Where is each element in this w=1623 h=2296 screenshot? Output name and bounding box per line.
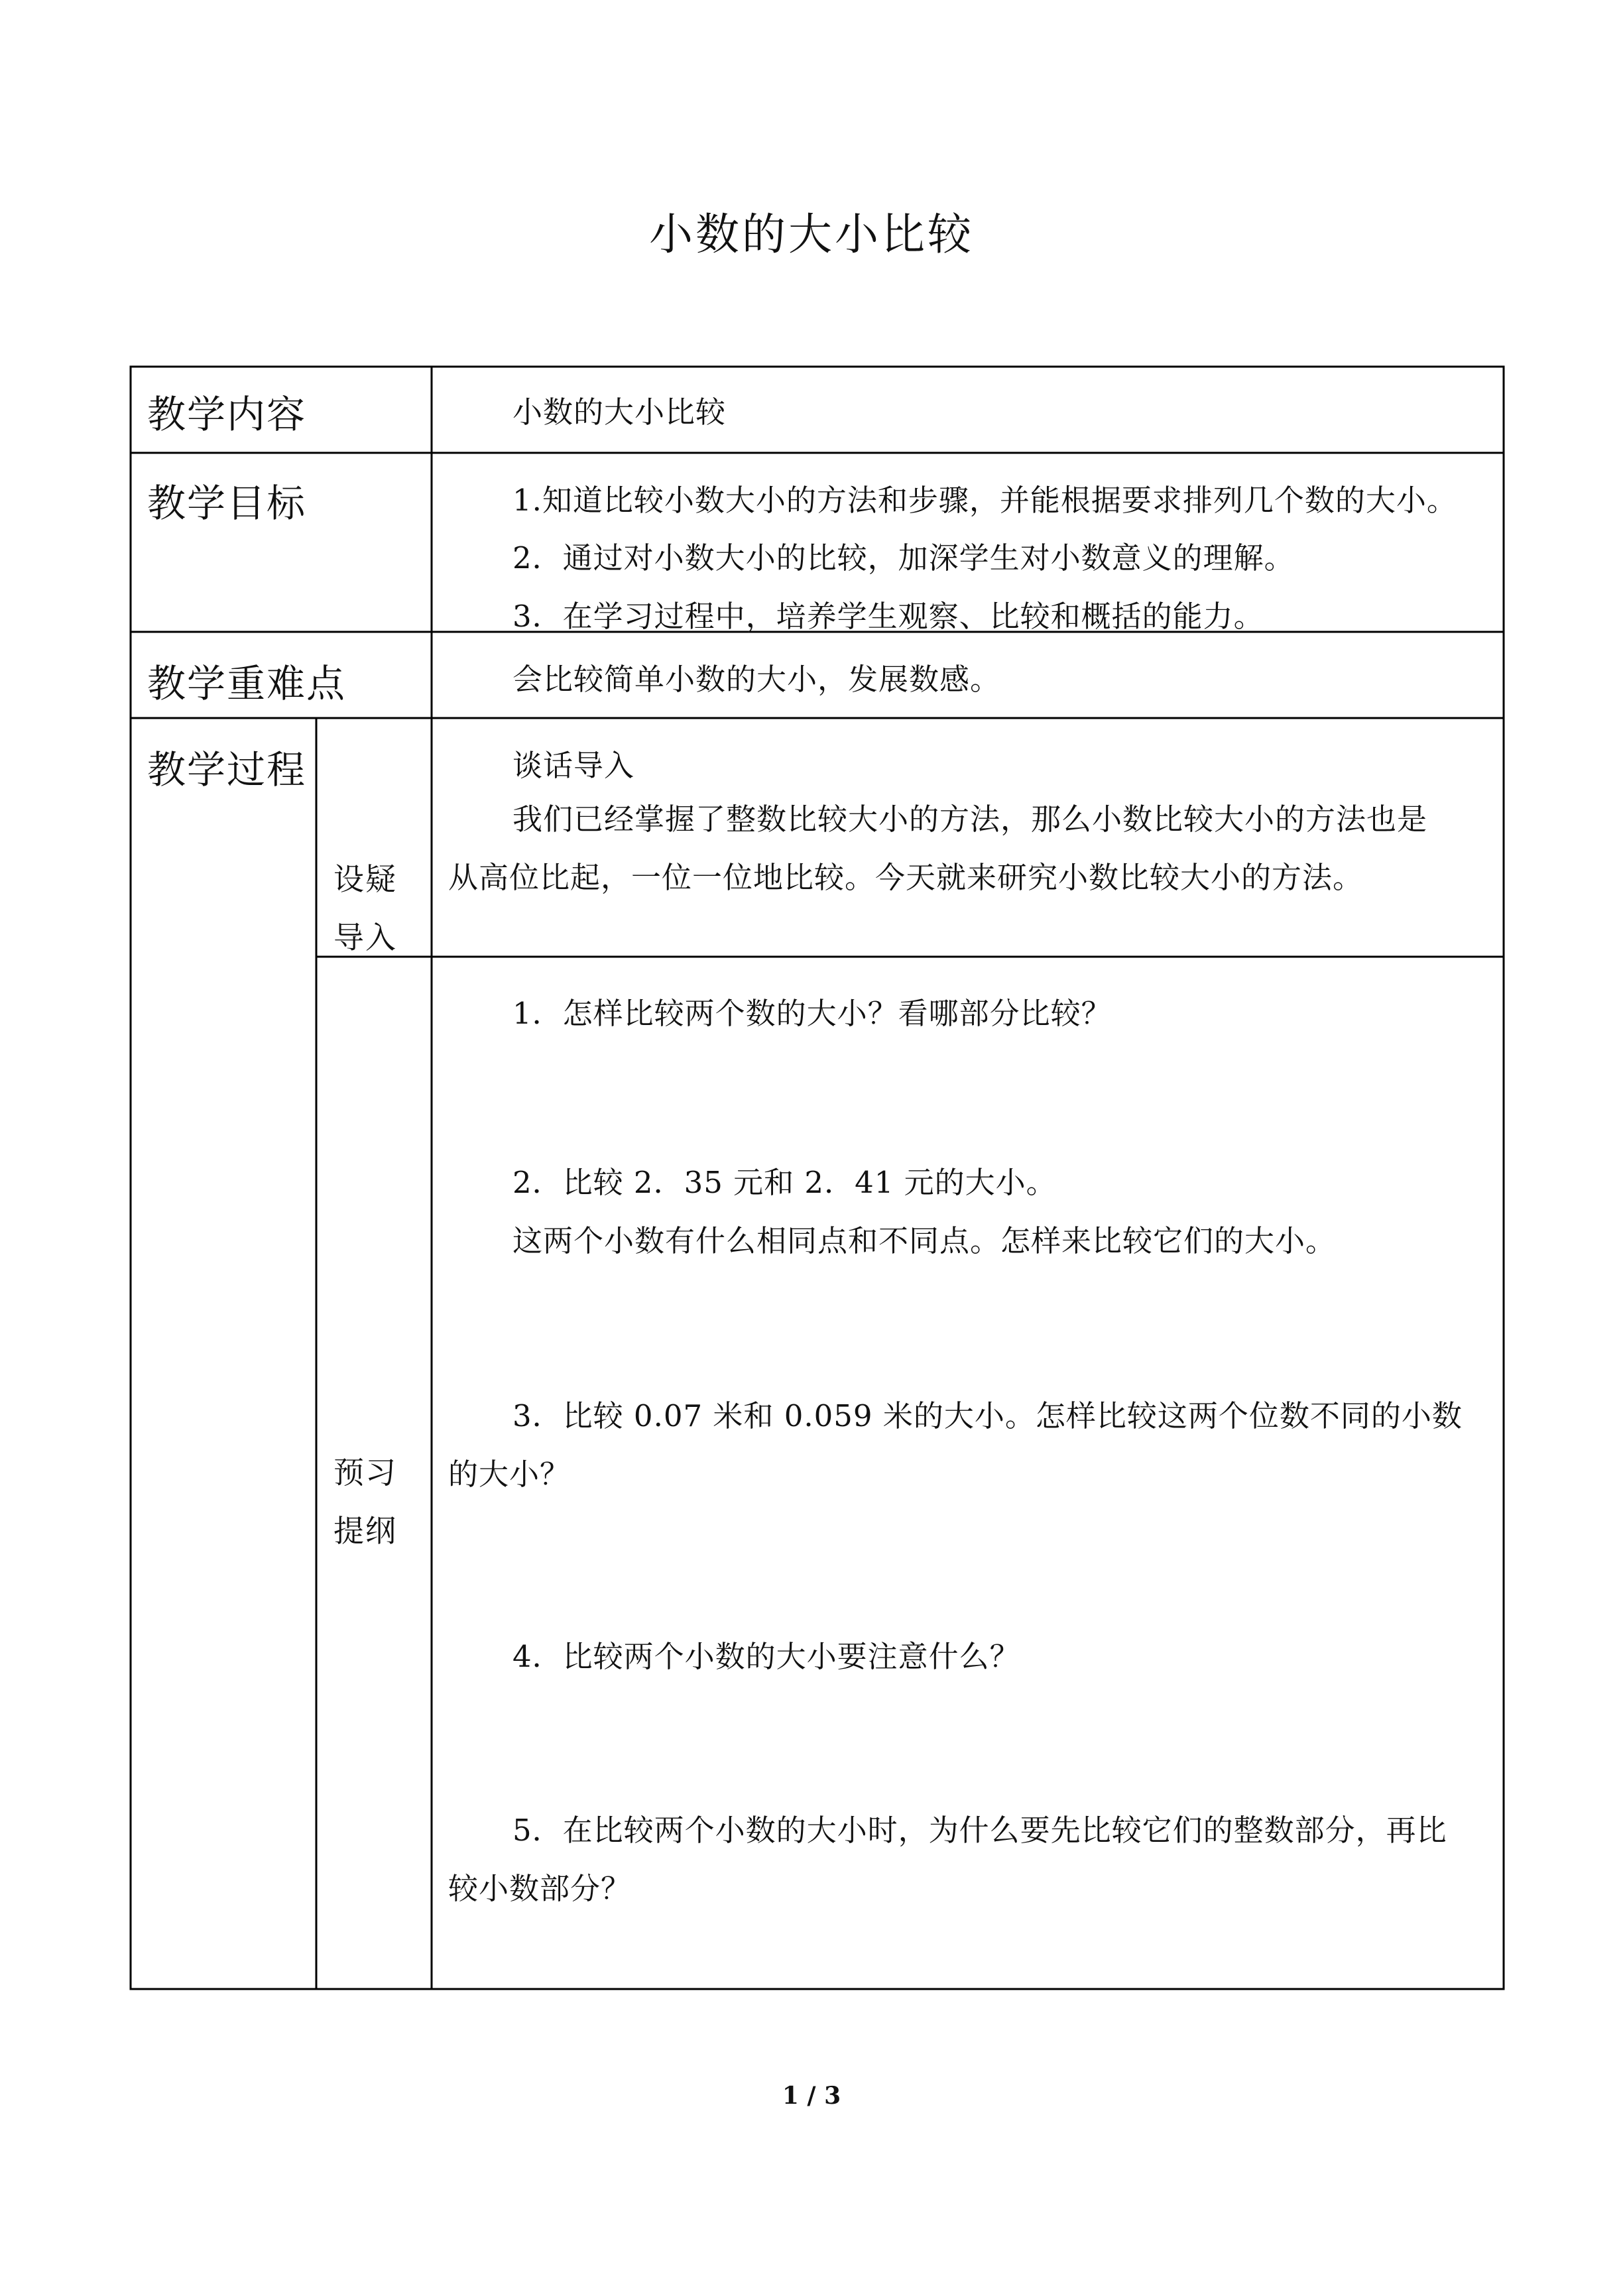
goal-item-2: 2．通过对小数大小的比较，加深学生对小数意义的理解。 (512, 540, 1295, 575)
key-points-label: 教学重难点 (147, 661, 347, 706)
outline-question-5-line1: 5．在比较两个小数的大小时，为什么要先比较它们的整数部分，再比 (512, 1813, 1447, 1848)
intro-sub-label-line2: 导入 (333, 920, 397, 955)
process-label: 教学过程 (147, 747, 307, 792)
outline-sub-label-line2: 提纲 (333, 1513, 397, 1549)
intro-heading: 谈话导入 (512, 748, 635, 783)
outline-question-2: 2．比较 2．35 元和 2．41 元的大小。 (512, 1165, 1057, 1200)
goals-label: 教学目标 (147, 481, 307, 526)
outline-question-1: 1．怎样比较两个数的大小？看哪部分比较？ (512, 996, 1112, 1031)
goal-item-3: 3．在学习过程中，培养学生观察、比较和概括的能力。 (512, 599, 1264, 634)
outline-question-3-line1: 3．比较 0.07 米和 0.059 米的大小。怎样比较这两个位数不同的小数 (512, 1398, 1463, 1433)
key-points-text: 会比较简单小数的大小，发展数感。 (512, 662, 1001, 697)
page-title: 小数的大小比较 (649, 209, 974, 260)
content-label: 教学内容 (147, 392, 307, 437)
intro-sub-label-line1: 设疑 (333, 861, 397, 897)
outline-question-5 (448, 1801, 1496, 1918)
outline-question-4: 4．比较两个小数的大小要注意什么？ (512, 1639, 1020, 1674)
outline-question-3-line2: 的大小？ (448, 1457, 571, 1492)
outline-question-5-line2: 较小数部分？ (448, 1871, 632, 1906)
intro-paragraph-line2: 从高位比起，一位一位地比较。今天就来研究小数比较大小的方法。 (448, 860, 1364, 895)
outline-question-3 (448, 1387, 1496, 1504)
outline-question-2-note: 这两个小数有什么相同点和不同点。怎样来比较它们的大小。 (512, 1223, 1337, 1258)
intro-paragraph (448, 790, 1496, 907)
outline-sub-label-line1: 预习 (333, 1455, 397, 1490)
intro-paragraph-line1: 我们已经掌握了整数比较大小的方法，那么小数比较大小的方法也是 (512, 802, 1428, 837)
outline-sub-label (333, 1443, 397, 1560)
content-text: 小数的大小比较 (512, 394, 727, 430)
goal-item-1: 1.知道比较小数大小的方法和步骤，并能根据要求排列几个数的大小。 (512, 483, 1457, 518)
intro-sub-label (333, 850, 397, 967)
page-number: 1 / 3 (782, 2082, 841, 2110)
